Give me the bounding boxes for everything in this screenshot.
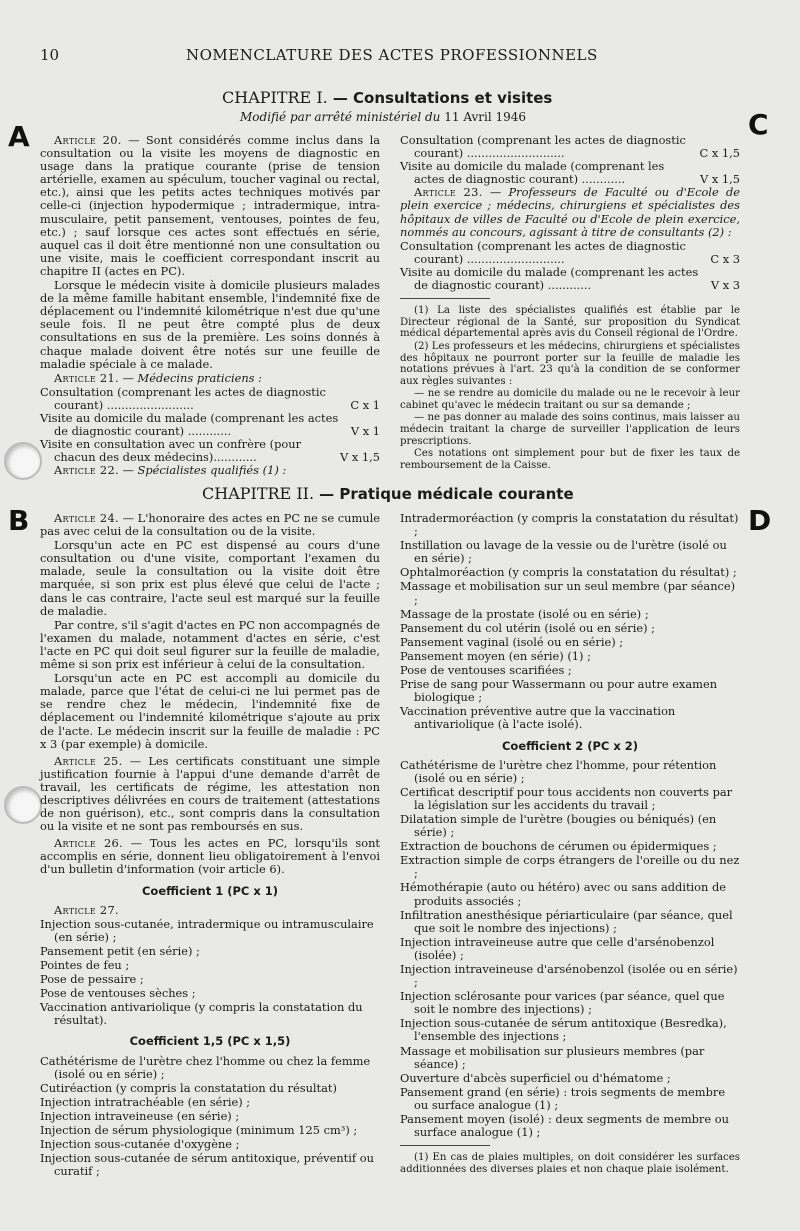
list-item: Pansement vaginal (isolé ou en série) ; [400, 634, 624, 649]
list-item: Prise de sang pour Wassermann ou pour autre examen biologique ; [400, 677, 718, 705]
coefficient-1-5-continued-list [400, 512, 740, 732]
list-item: Injection sous-cutanée d'oxygène ; [40, 1137, 240, 1152]
article-21-heading: Article 21. — Médecins praticiens : [54, 370, 262, 385]
list-item: Massage et mobilisation sur un seul membre (par séance) ; [400, 579, 736, 607]
professor-rates-list [400, 240, 740, 292]
punch-hole [4, 442, 42, 480]
chapter-2-title: CHAPITRE II. — Pratique médicale courante [202, 484, 574, 503]
article-27-label: Article 27. [54, 902, 119, 917]
footnote-bottom: (1) En cas de plaies multiples, on doit considérer les surfaces additionnées des diverses plaies et non chaque plaie isolément. [400, 1152, 740, 1175]
list-item: Cathétérisme de l'urètre chez l'homme, pour rétention (isolé ou en série) ; [400, 757, 717, 785]
list-item: Dilatation simple de l'urètre (bougies ou béniqués) (en série) ; [400, 811, 717, 840]
rate-value: C x 3 [710, 251, 740, 266]
right-bottom-column [400, 512, 740, 1176]
rate-value: V x 1 [350, 424, 380, 439]
article-25: Article 25. — Les certificats constituant une simple justification fournie à l'appui d'une demande d'arrêt de travail, les certificats de régime, les attestation non descriptives délivrées en cours de traitement (attestations de non guérison), etc., sont compris dans la consultation ou la visite et ne sont pas remboursés en sus. [40, 753, 380, 834]
list-item: Extraction de bouchons de cérumen ou épidermiques ; [400, 839, 717, 854]
list-item: Infiltration anesthésique périarticulaire (par séance, quel que soit le nombre des injections) ; [400, 907, 733, 935]
list-item: Pointes de feu ; [40, 958, 130, 972]
article-24: Article 24. — L'honoraire des actes en PC ne se cumule pas avec celui de la consultation ou de la visite. [40, 511, 380, 539]
list-item: Pose de ventouses scarifiées ; [400, 663, 572, 678]
coefficient-1-5-list [40, 1055, 380, 1179]
list-item: Extraction simple de corps étrangers de l'oreille ou du nez ; [400, 853, 740, 881]
rate-value: V x 1,5 [699, 172, 740, 187]
list-item: Vaccination antivariolique (y compris la constatation du résultat). [40, 1000, 363, 1028]
list-item: — ne se rendre au domicile du malade ou ne le recevoir à leur cabinet qu'avec le médecin traitant ou sur sa demande ; [400, 388, 740, 411]
article-24-paragraph: Par contre, s'il s'agit d'actes en PC non accompagnés de l'examen du malade, notamment d'actes en série, c'est l'acte en PC qui doit seul figurer sur la feuille de maladie, même si son prix est inférieur à celui de la consultation. [40, 617, 380, 672]
chapter-1-title: CHAPITRE I. — Consultations et visites [222, 88, 553, 107]
rate-row [400, 266, 740, 292]
rate-label: Consultation (comprenant les actes de diagnostic courant) ........................ [40, 384, 326, 412]
list-item: Injection de sérum physiologique (minimum 125 cm³) ; [40, 1123, 358, 1138]
rate-label: Visite en consultation avec un confrère (pour chacun des deux médecins)............ [40, 437, 302, 465]
page-number: 10 [40, 46, 60, 64]
list-item: Certificat descriptif pour tous accidents non couverts par la législation sur les accidents du travail ; [400, 784, 733, 812]
rate-value: C x 1 [350, 397, 380, 412]
list-item: Pose de pessaire ; [40, 972, 144, 987]
footnotes-top [400, 305, 740, 471]
right-top-column [400, 134, 740, 472]
list-item: Ces notations ont simplement pour but de fixer les taux de remboursement de la Caisse. [400, 448, 740, 471]
footnote-divider [400, 1145, 490, 1146]
list-item: Vaccination préventive autre que la vaccination antivariolique (à l'acte isolé). [400, 704, 676, 732]
chapter-1-modification: Modifié par arrêté ministériel du 11 Avril 1946 [240, 110, 527, 124]
list-item: Cathétérisme de l'urètre chez l'homme ou chez la femme (isolé ou en série) ; [40, 1053, 371, 1081]
rate-value: C x 1,5 [699, 146, 740, 161]
rate-label: Consultation (comprenant les actes de diagnostic courant) ........................... [400, 133, 686, 161]
specialist-rates-list [400, 134, 740, 186]
list-item: Pose de ventouses sèches ; [40, 986, 196, 1001]
list-item: Injection sous-cutanée de sérum antitoxique, préventif ou curatif ; [40, 1151, 374, 1179]
coefficient-1-5-heading: Coefficient 1,5 (PC x 1,5) [129, 1034, 291, 1049]
list-item: Pansement grand (en série) : trois segments de membre ou surface analogue (1) ; [400, 1084, 726, 1112]
list-item: (1) La liste des spécialistes qualifiés est établie par le Directeur régional de la Santé, sur proposition du Syndicat médical départemental après avis du Conseil régional de l'Ordre. [400, 305, 740, 340]
rate-row [40, 386, 380, 412]
article-20-paragraph: Lorsque le médecin visite à domicile plusieurs malades de la même famille habitant ensemble, l'indemnité fixe de déplacement ou l'indemnité kilométrique n'est due qu'une seule fois. Il ne peut être compté plus de deux consultations en sus de la première. Les soins donnés à chaque malade doivent être notés sur une feuille de maladie spéciale à ce malade. [40, 278, 380, 371]
margin-letter-c: C [748, 108, 769, 141]
article-24-paragraph: Lorsqu'un acte en PC est accompli au domicile du malade, parce que l'état de celui-ci ne lui permet pas de se rendre chez le médecin, l'indemnité fixe de déplacement ou l'indemnité kilométrique s'ajoute au prix de l'acte. Le médecin inscrit sur la feuille de maladie : PC x 3 (par exemple) à domicile. [40, 671, 380, 751]
coefficient-1-list [40, 918, 380, 1028]
left-bottom-column [40, 512, 380, 1179]
coefficient-2-list [400, 759, 740, 1140]
list-item: Pansement moyen (en série) (1) ; [400, 648, 591, 663]
list-item: Injection intraveineuse autre que celle d'arsénobenzol (isolée) ; [400, 934, 715, 962]
article-21-list [40, 386, 380, 465]
list-item: Massage et mobilisation sur plusieurs membres (par séance) ; [400, 1043, 705, 1071]
rate-label: Visite au domicile du malade (comprenant les actes de diagnostic courant) ............ [400, 159, 665, 187]
list-item: Injection sous-cutanée de sérum antitoxique (Besredka), l'ensemble des injections ; [400, 1016, 727, 1044]
list-item: Ouverture d'abcès superficiel ou d'hématome ; [400, 1070, 671, 1085]
list-item: (2) Les professeurs et les médecins, chirurgiens et spécialistes des hôpitaux ne pourront porter sur la feuille de maladie les notations prévues à l'art. 23 qu'à la condition de se conformer aux règles suivantes : [400, 340, 740, 387]
footnote-divider [400, 298, 490, 299]
margin-letter-a: A [8, 120, 30, 153]
article-26: Article 26. — Tous les actes en PC, lorsqu'ils sont accomplis en série, donnent lieu obligatoirement à l'envoi d'un bulletin d'information (voir article 6). [40, 836, 380, 877]
list-item: Cutiréaction (y compris la constatation du résultat) [40, 1080, 337, 1095]
article-20: Article 20. — Sont considérés comme inclus dans la consultation ou la visite les moyens de diagnostic en usage dans la pratique courante (prise de tension artérielle, examen au spéculum, toucher vaginal ou rectal, etc.), ainsi que les petits actes techniques motivés par celle-ci (injection hypodermique ; intradermique, intra-musculaire, petit pansement, ventouses, pointes de feu, etc.) ; sauf lorsque ces actes sont effectués en série, auquel cas il doit être mentionné non une consultation ou une visite, mais le coefficient correspondant inscrit au chapitre II (actes en PC). [40, 133, 380, 278]
rate-label: Visite au domicile du malade (comprenant les actes de diagnostic courant) ............ [40, 410, 339, 439]
rate-row [400, 134, 740, 160]
rate-row [400, 240, 740, 266]
left-top-column [40, 134, 380, 478]
article-24-paragraph: Lorsqu'un acte en PC est dispensé au cours d'une consultation ou d'une visite, comportant l'examen du malade, seule la consultation ou la visite doit être marquée, si son prix est plus élevé que celui de l'acte ; dans le cas contraire, l'acte seul est marqué sur la feuille de maladie. [40, 538, 380, 618]
rate-row [400, 160, 740, 186]
coefficient-2-heading: Coefficient 2 (PC x 2) [501, 738, 639, 753]
rate-value: V x 1,5 [339, 450, 380, 465]
list-item: Ophtalmoréaction (y compris la constatation du résultat) ; [400, 565, 737, 580]
list-item: Massage de la prostate (isolé ou en série) ; [400, 606, 649, 621]
rate-label: Visite au domicile du malade (comprenant les actes de diagnostic courant) ............ [400, 264, 699, 293]
article-23-heading: Article 23. — Professeurs de Faculté ou d'Ecole de plein exercice ; médecins, chirurgiens et spécialistes des hôpitaux de villes de Faculté ou d'Ecole de plein exercice, nommés au concours, agissant à titre de consultants (2) : [400, 185, 740, 239]
coefficient-1-heading: Coefficient 1 (PC x 1) [141, 883, 279, 898]
list-item: Instillation ou lavage de la vessie ou de l'urètre (isolé ou en série) ; [400, 538, 727, 566]
list-item: Injection sclérosante pour varices (par séance, quel que soit le nombre des injections) ; [400, 989, 725, 1017]
list-item: Pansement du col utérin (isolé ou en série) ; [400, 620, 656, 635]
list-item: Injection intraveineuse d'arsénobenzol (isolée ou en série) ; [400, 962, 738, 990]
list-item: Injection intraveineuse (en série) ; [40, 1108, 240, 1123]
list-item: — ne pas donner au malade des soins continus, mais laisser au médecin traitant la charge de surveiller l'application de leurs prescriptions. [400, 412, 740, 447]
list-item: Intradermoréaction (y compris la constatation du résultat) ; [400, 511, 739, 539]
punch-hole [4, 786, 42, 824]
running-header: NOMENCLATURE DES ACTES PROFESSIONNELS [186, 46, 598, 64]
rate-label: Consultation (comprenant les actes de diagnostic courant) ........................... [400, 238, 686, 266]
margin-letter-d: D [748, 504, 772, 537]
rate-row [40, 438, 380, 464]
list-item: Injection sous-cutanée, intradermique ou intramusculaire (en série) ; [40, 916, 374, 944]
list-item: Hémothérapie (auto ou hétéro) avec ou sans addition de produits associés ; [400, 880, 727, 908]
margin-letter-b: B [8, 504, 30, 537]
article-22-heading: Article 22. — Spécialistes qualifiés (1) : [54, 463, 287, 478]
rate-value: V x 3 [710, 278, 740, 293]
list-item: Pansement moyen (isolé) : deux segments de membre ou surface analogue (1) ; [400, 1112, 729, 1140]
list-item: Pansement petit (en série) ; [40, 943, 200, 958]
rate-row [40, 412, 380, 438]
list-item: Injection intratrachéable (en série) ; [40, 1094, 251, 1109]
